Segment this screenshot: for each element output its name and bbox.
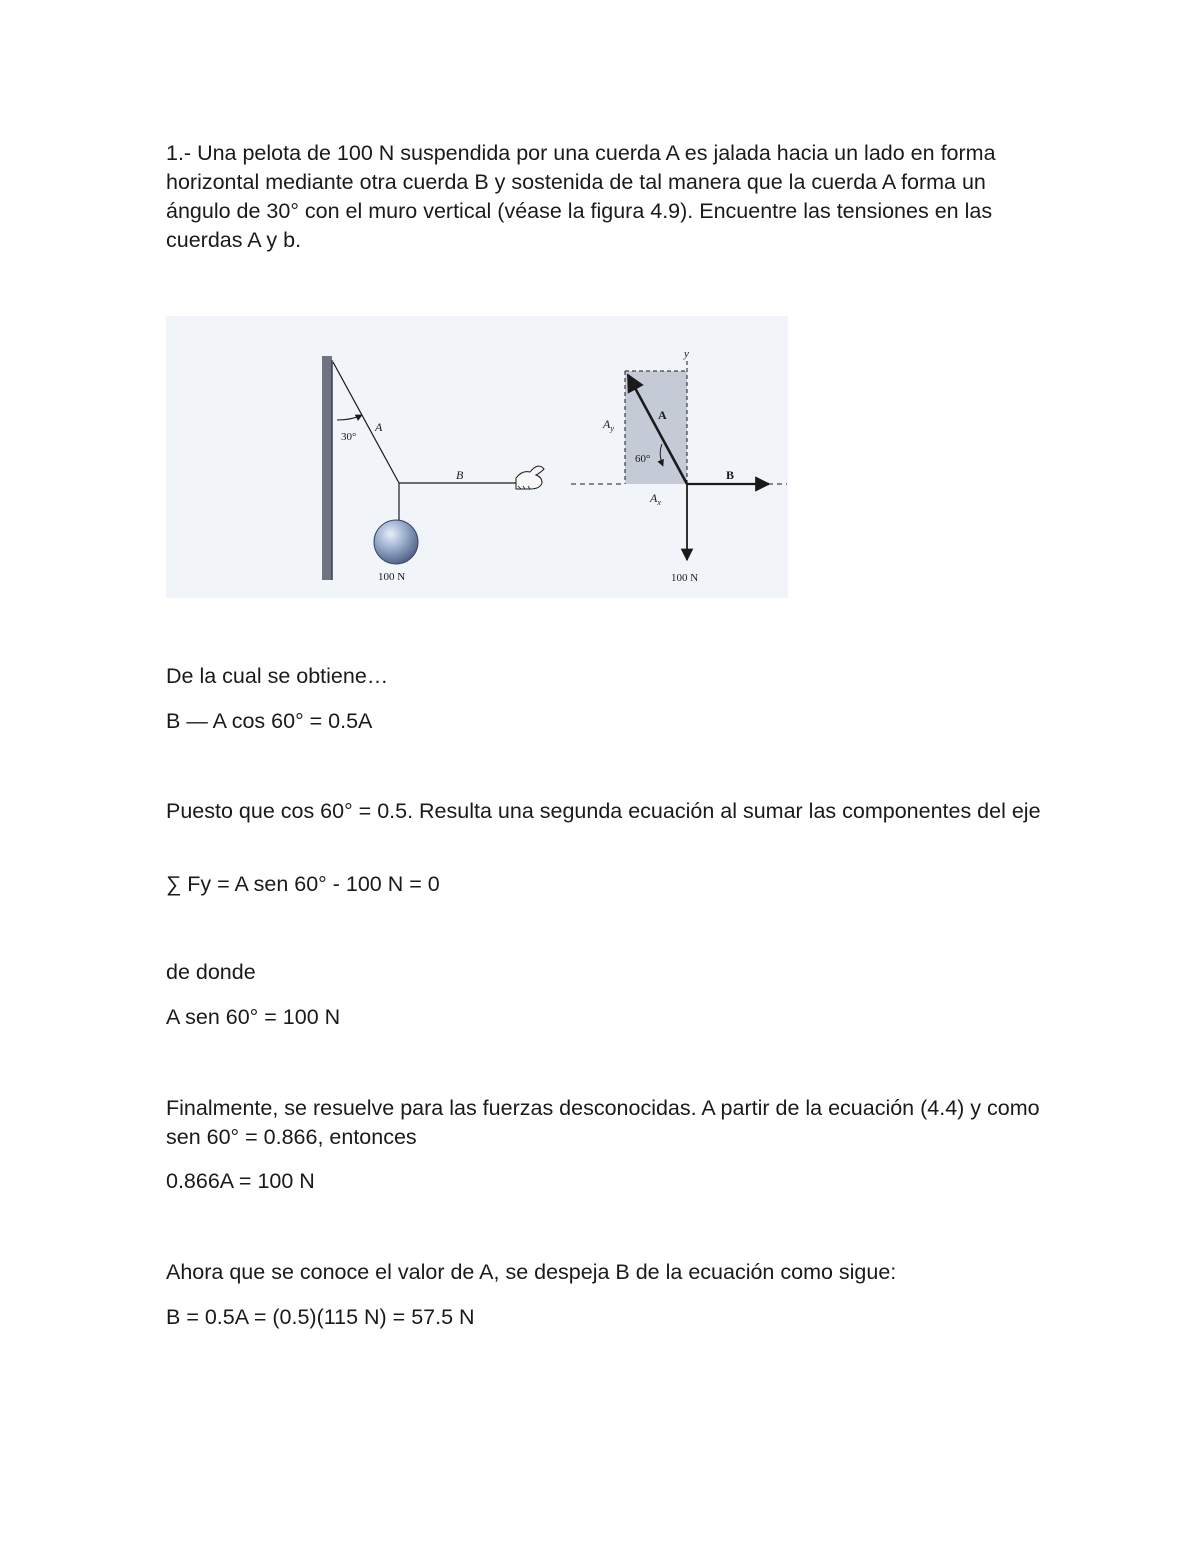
y-axis-label: y [684,348,689,360]
figure-4-9 [166,316,788,598]
solution-line-5: Ahora que se conoce el valor de A, se despeja B de la ecuación como sigue: [166,1260,897,1284]
equation-2: ∑ Fy = A sen 60° - 100 N = 0 [166,872,440,896]
vector-a-label: A [658,408,667,422]
rope-b-label: B [456,468,464,482]
equation-1: B — A cos 60° = 0.5A [166,709,373,733]
vector-b-label: B [726,468,735,482]
ay-label: $A_y$ [603,417,614,433]
equation-3: A sen 60° = 100 N [166,1005,341,1029]
equation-4: 0.866A = 100 N [166,1169,315,1193]
right-weight-label: 100 N [671,572,699,584]
figure-background [166,316,788,598]
ax-label: $A_x$ [650,491,661,507]
angle-30-label: 30° [341,431,357,443]
equation-5: B = 0.5A = (0.5)(115 N) = 57.5 N [166,1305,475,1329]
angle-60-label: 60° [635,453,651,465]
solution-line-4: Finalmente, se resuelve para las fuerzas desconocidas. A partir de la ecuación (4.4) y como sen 60° = 0.866, entonces [166,1096,1040,1149]
solution-line-2: Puesto que cos 60° = 0.5. Resulta una segunda ecuación al sumar las componentes del eje [166,799,1041,823]
problem-statement: 1.- Una pelota de 100 N suspendida por una cuerda A es jalada hacia un lado en forma horizontal mediante otra cuerda B y sostenida de tal manera que la cuerda A forma un ángulo de 30° con el muro vertical (véase la figura 4.9). Encuentre las tensiones en las cuerdas A y b. [166,141,996,252]
solution-line-1: De la cual se obtiene… [166,664,389,688]
wall [322,356,332,580]
ball [374,520,418,564]
left-weight-label: 100 N [378,571,406,583]
solution-line-3: de donde [166,960,256,984]
rope-a-label: A [375,420,383,434]
